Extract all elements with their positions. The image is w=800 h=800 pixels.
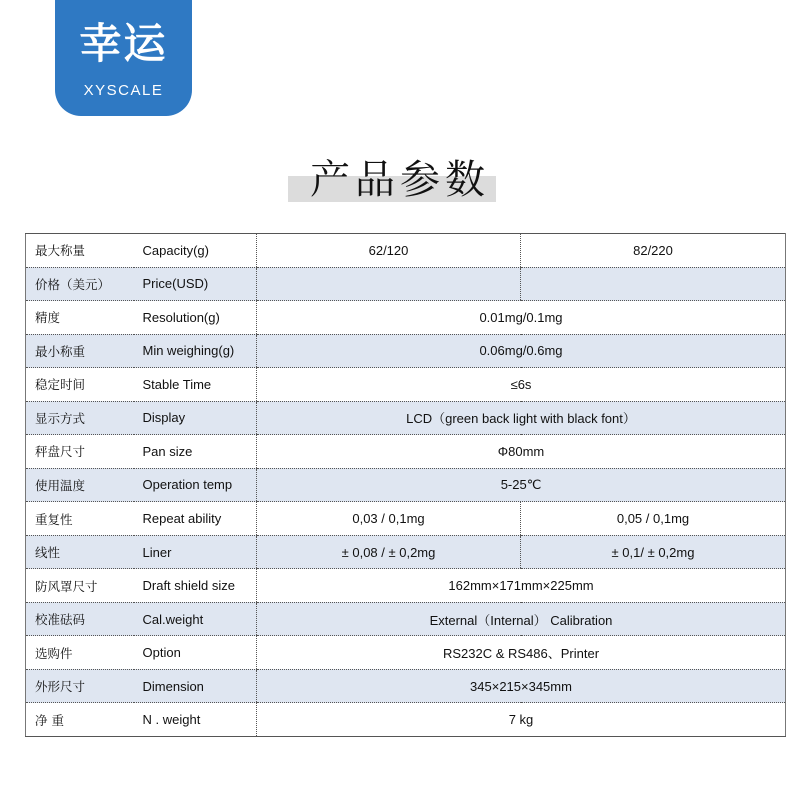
row-label-en: Min weighing(g)	[134, 334, 257, 368]
row-label-en: Liner	[134, 535, 257, 569]
row-label-cn: 净 重	[26, 703, 134, 737]
row-label-en: Operation temp	[134, 468, 257, 502]
logo-english-text: XYSCALE	[83, 82, 164, 99]
row-value: LCD（green back light with black font）	[257, 401, 786, 435]
row-label-cn: 防风罩尺寸	[26, 569, 134, 603]
row-label-en: Dimension	[134, 669, 257, 703]
row-label-cn: 精度	[26, 301, 134, 335]
logo-chinese-text: 幸运	[79, 19, 168, 68]
row-label-cn: 秤盘尺寸	[26, 435, 134, 469]
table-row	[26, 234, 786, 268]
row-label-cn: 使用温度	[26, 468, 134, 502]
row-label-en: Display	[134, 401, 257, 435]
row-label-en: N . weight	[134, 703, 257, 737]
row-value: 7 kg	[257, 703, 786, 737]
table-row	[26, 334, 786, 368]
row-label-cn: 选购件	[26, 636, 134, 670]
row-label-cn: 校准砝码	[26, 602, 134, 636]
row-value-model-b: 0,05 / 0,1mg	[521, 502, 786, 536]
row-value: 0.01mg/0.1mg	[257, 301, 786, 335]
row-label-en: Cal.weight	[134, 602, 257, 636]
table-row	[26, 401, 786, 435]
row-value: RS232C & RS486、Printer	[257, 636, 786, 670]
table-row	[26, 569, 786, 603]
row-value-model-a: 62/120	[257, 234, 521, 268]
table-row	[26, 502, 786, 536]
row-value: External（Internal） Calibration	[257, 602, 786, 636]
table-row	[26, 669, 786, 703]
table-row	[26, 267, 786, 301]
row-value: Φ80mm	[257, 435, 786, 469]
row-label-en: Price(USD)	[134, 267, 257, 301]
row-value: ≤6s	[257, 368, 786, 402]
row-label-en: Draft shield size	[134, 569, 257, 603]
table-row	[26, 535, 786, 569]
row-value: 162mm×171mm×225mm	[257, 569, 786, 603]
row-label-cn: 外形尺寸	[26, 669, 134, 703]
row-label-cn: 价格（美元）	[26, 267, 134, 301]
table-row	[26, 468, 786, 502]
row-value-model-b	[521, 267, 786, 301]
page-title-block	[0, 150, 800, 212]
table-row	[26, 703, 786, 737]
row-label-cn: 重复性	[26, 502, 134, 536]
table-row	[26, 435, 786, 469]
row-value: 0.06mg/0.6mg	[257, 334, 786, 368]
row-label-en: Pan size	[134, 435, 257, 469]
table-row	[26, 602, 786, 636]
row-label-cn: 显示方式	[26, 401, 134, 435]
row-value-model-a	[257, 267, 521, 301]
table-row	[26, 636, 786, 670]
row-value-model-a: 0,03 / 0,1mg	[257, 502, 521, 536]
row-value-model-a: ± 0,08 / ± 0,2mg	[257, 535, 521, 569]
brand-logo	[55, 0, 192, 116]
table-row	[26, 301, 786, 335]
spec-table	[25, 233, 786, 737]
row-label-cn: 稳定时间	[26, 368, 134, 402]
row-value-model-b: 82/220	[521, 234, 786, 268]
row-label-en: Option	[134, 636, 257, 670]
row-label-cn: 最大称量	[26, 234, 134, 268]
table-row	[26, 368, 786, 402]
row-label-en: Stable Time	[134, 368, 257, 402]
row-label-en: Resolution(g)	[134, 301, 257, 335]
row-value: 345×215×345mm	[257, 669, 786, 703]
row-value-model-b: ± 0,1/ ± 0,2mg	[521, 535, 786, 569]
row-value: 5-25℃	[257, 468, 786, 502]
row-label-en: Repeat ability	[134, 502, 257, 536]
row-label-en: Capacity(g)	[134, 234, 257, 268]
row-label-cn: 线性	[26, 535, 134, 569]
row-label-cn: 最小称重	[26, 334, 134, 368]
page-title: 产品参数	[310, 157, 490, 203]
